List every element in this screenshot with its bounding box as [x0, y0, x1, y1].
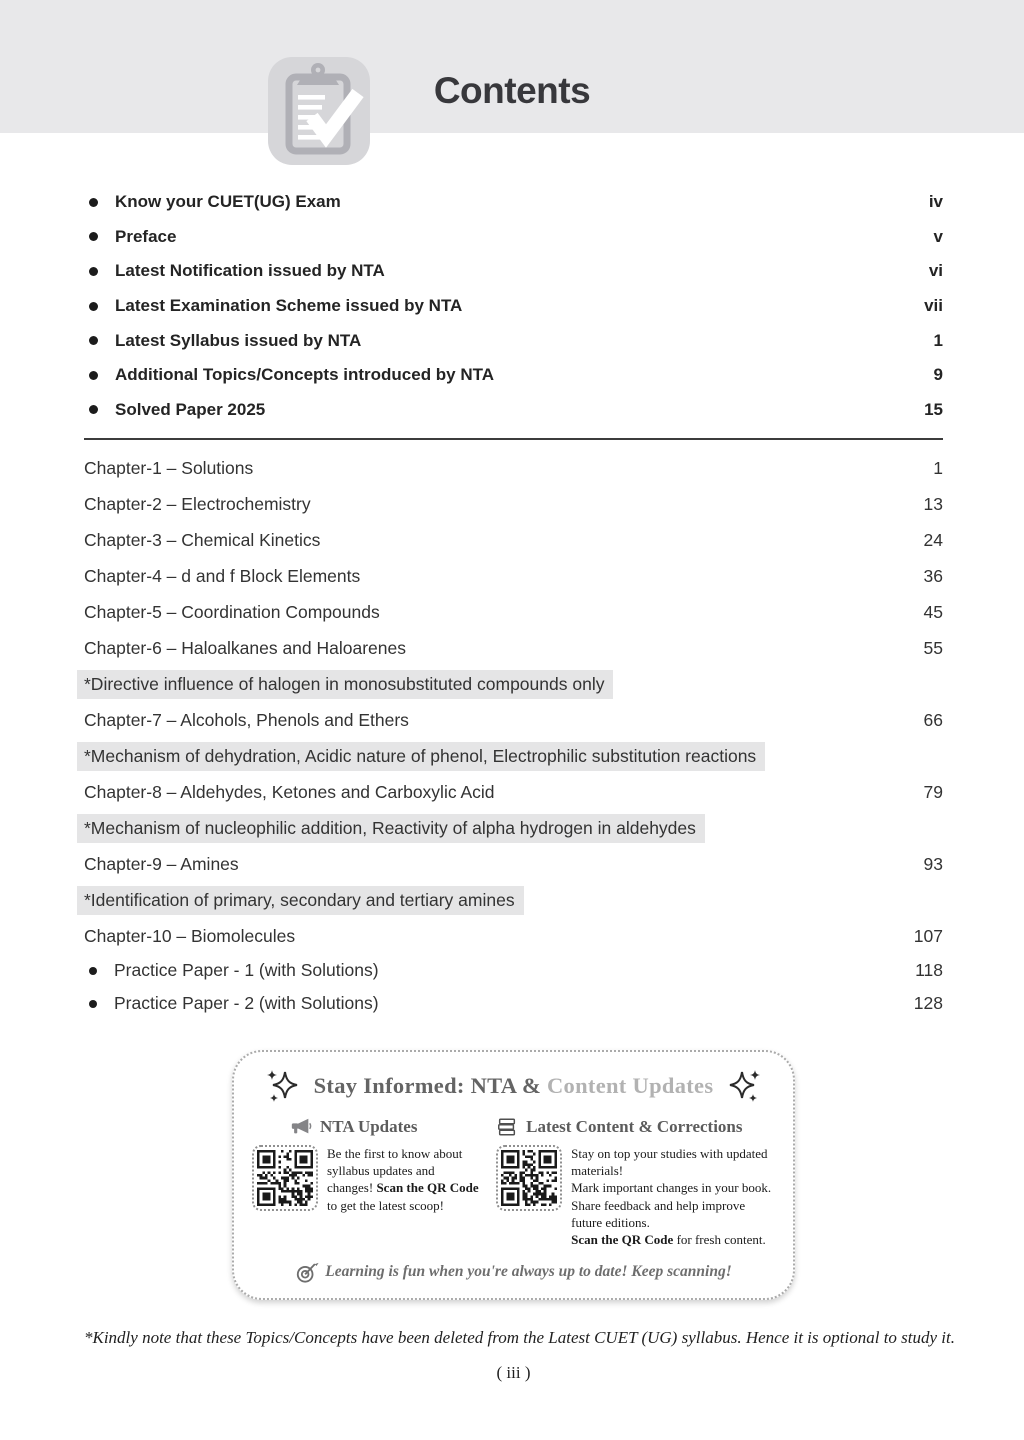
chapter-label: Chapter-7 – Alcohols, Phenols and Ethers [84, 709, 409, 730]
bullet-icon [89, 405, 98, 414]
toc-label: Preface [115, 226, 177, 246]
nta-updates-text [327, 1145, 482, 1214]
toc-page-number: 1 [933, 330, 943, 350]
bullet-icon [89, 198, 98, 207]
nta-updates-column [252, 1116, 482, 1248]
nta-updates-text-before: Be the first to know about syllabus updates and changes! [327, 1146, 463, 1196]
bullet-icon [89, 1000, 97, 1008]
content-corrections-column [496, 1116, 775, 1248]
stay-informed-box [232, 1050, 795, 1300]
chapter-row [84, 918, 943, 954]
chapter-page-number: 36 [923, 565, 943, 586]
chapter-row [84, 702, 943, 738]
qr-code [252, 1145, 318, 1211]
deleted-topic-note-text: *Mechanism of dehydration, Acidic nature of phenol, Electrophilic substitution reactions [77, 742, 765, 771]
toc-page-number: iv [928, 192, 943, 212]
deleted-topics-footnote: *Kindly note that these Topics/Concepts have been deleted from the Latest CUET (UG) syllabus. Hence it is optional to study it. [84, 1328, 955, 1348]
practice-paper-row [84, 987, 943, 1020]
chapter-label: Chapter-3 – Chemical Kinetics [84, 529, 321, 550]
chapter-row [84, 594, 943, 630]
chapter-label: Chapter-4 – d and f Block Elements [84, 565, 361, 586]
toc-row [84, 358, 943, 393]
page-title: Contents [433, 70, 591, 111]
toc-label: Know your CUET(UG) Exam [115, 192, 341, 212]
front-matter-list [84, 185, 943, 427]
sparkle-icon [726, 1068, 762, 1104]
nta-updates-text-bold: Scan the QR Code [376, 1180, 479, 1196]
nta-updates-heading-row [252, 1116, 482, 1138]
chapter-row [84, 558, 943, 594]
chapter-page-number: 45 [923, 601, 943, 622]
megaphone-icon [290, 1116, 312, 1138]
toc-label: Additional Topics/Concepts introduced by NTA [115, 365, 495, 385]
practice-paper-list [84, 954, 943, 1020]
chapter-row [84, 522, 943, 558]
deleted-topic-note [84, 666, 943, 702]
practice-paper-row [84, 954, 943, 987]
stay-informed-title [314, 1073, 714, 1099]
content-corrections-line: Share feedback and help improve future editions. [571, 1197, 746, 1230]
deleted-topic-note [84, 810, 943, 846]
toc-page-number: vii [924, 296, 943, 316]
content-corrections-line [571, 1231, 775, 1248]
bullet-icon [89, 302, 98, 311]
tagline-row [252, 1260, 775, 1284]
books-stack-icon [496, 1116, 518, 1138]
practice-paper-label: Practice Paper - 1 (with Solutions) [114, 960, 379, 981]
practice-paper-page-number: 128 [913, 993, 943, 1014]
practice-paper-label: Practice Paper - 2 (with Solutions) [114, 993, 379, 1014]
sparkle-icon [265, 1068, 301, 1104]
deleted-topic-note-text: *Mechanism of nucleophilic addition, Reactivity of alpha hydrogen in aldehydes [77, 814, 705, 843]
toc-label: Solved Paper 2025 [115, 399, 266, 419]
chapter-page-number: 66 [923, 709, 943, 730]
content-corrections-line-bold: Scan the QR Code [571, 1231, 674, 1247]
tagline-text: Learning is fun when you're always up to date! Keep scanning! [325, 1263, 732, 1281]
content-corrections-heading-row [496, 1116, 775, 1138]
chapter-label: Chapter-10 – Biomolecules [84, 925, 296, 946]
toc-page-number: vi [928, 261, 943, 281]
chapter-row [84, 774, 943, 810]
bullet-icon [89, 232, 98, 241]
dart-icon [295, 1260, 319, 1284]
qr-code [496, 1145, 562, 1211]
chapter-page-number: 1 [933, 457, 943, 478]
deleted-topic-note-text: *Identification of primary, secondary and tertiary amines [77, 886, 524, 915]
content-corrections-line: Mark important changes in your book. [571, 1180, 772, 1196]
chapter-list [84, 450, 943, 954]
chapter-row [84, 630, 943, 666]
toc-row [84, 289, 943, 324]
chapter-row [84, 846, 943, 882]
contents-body [0, 185, 1024, 1383]
chapter-label: Chapter-9 – Amines [84, 853, 239, 874]
chapter-row [84, 486, 943, 522]
toc-label: Latest Notification issued by NTA [115, 261, 385, 281]
toc-row [84, 185, 943, 220]
chapter-label: Chapter-5 – Coordination Compounds [84, 601, 380, 622]
toc-page-number: 15 [924, 399, 943, 419]
deleted-topic-note-text: *Directive influence of halogen in monosubstituted compounds only [77, 670, 613, 699]
stay-informed-title-row [252, 1068, 775, 1104]
deleted-topic-note [84, 738, 943, 774]
chapter-page-number: 24 [923, 529, 943, 550]
nta-updates-text-after: to get the latest scoop! [327, 1197, 444, 1213]
bullet-icon [89, 967, 97, 975]
chapter-label: Chapter-8 – Aldehydes, Ketones and Carboxylic Acid [84, 781, 495, 802]
chapter-row [84, 450, 943, 486]
content-corrections-text [571, 1145, 775, 1248]
deleted-topic-note [84, 882, 943, 918]
chapter-page-number: 13 [923, 493, 943, 514]
chapter-label: Chapter-2 – Electrochemistry [84, 493, 311, 514]
stay-informed-title-light: Content Updates [547, 1073, 714, 1099]
stay-informed-title-dark: Stay Informed: NTA & [313, 1073, 547, 1099]
section-divider [84, 438, 943, 440]
toc-page-number: 9 [933, 365, 943, 385]
nta-updates-heading: NTA Updates [320, 1117, 418, 1137]
bullet-icon [89, 267, 98, 276]
toc-row [84, 393, 943, 428]
chapter-page-number: 93 [923, 853, 943, 874]
content-corrections-line: Stay on top your studies with updated materials! [571, 1146, 768, 1179]
chapter-label: Chapter-1 – Solutions [84, 457, 254, 478]
content-corrections-line-after: for fresh content. [673, 1231, 766, 1247]
folio-page-number: ( iii ) [496, 1363, 531, 1383]
toc-label: Latest Examination Scheme issued by NTA [115, 296, 463, 316]
toc-row [84, 254, 943, 289]
toc-label: Latest Syllabus issued by NTA [115, 330, 362, 350]
toc-page-number: v [933, 226, 943, 246]
chapter-page-number: 107 [913, 925, 943, 946]
chapter-page-number: 79 [923, 781, 943, 802]
practice-paper-page-number: 118 [915, 960, 943, 981]
bullet-icon [89, 371, 98, 380]
toc-row [84, 220, 943, 255]
bullet-icon [89, 336, 98, 345]
chapter-label: Chapter-6 – Haloalkanes and Haloarenes [84, 637, 407, 658]
chapter-page-number: 55 [923, 637, 943, 658]
toc-row [84, 323, 943, 358]
content-corrections-heading: Latest Content & Corrections [526, 1117, 743, 1137]
page-header [0, 0, 1024, 133]
